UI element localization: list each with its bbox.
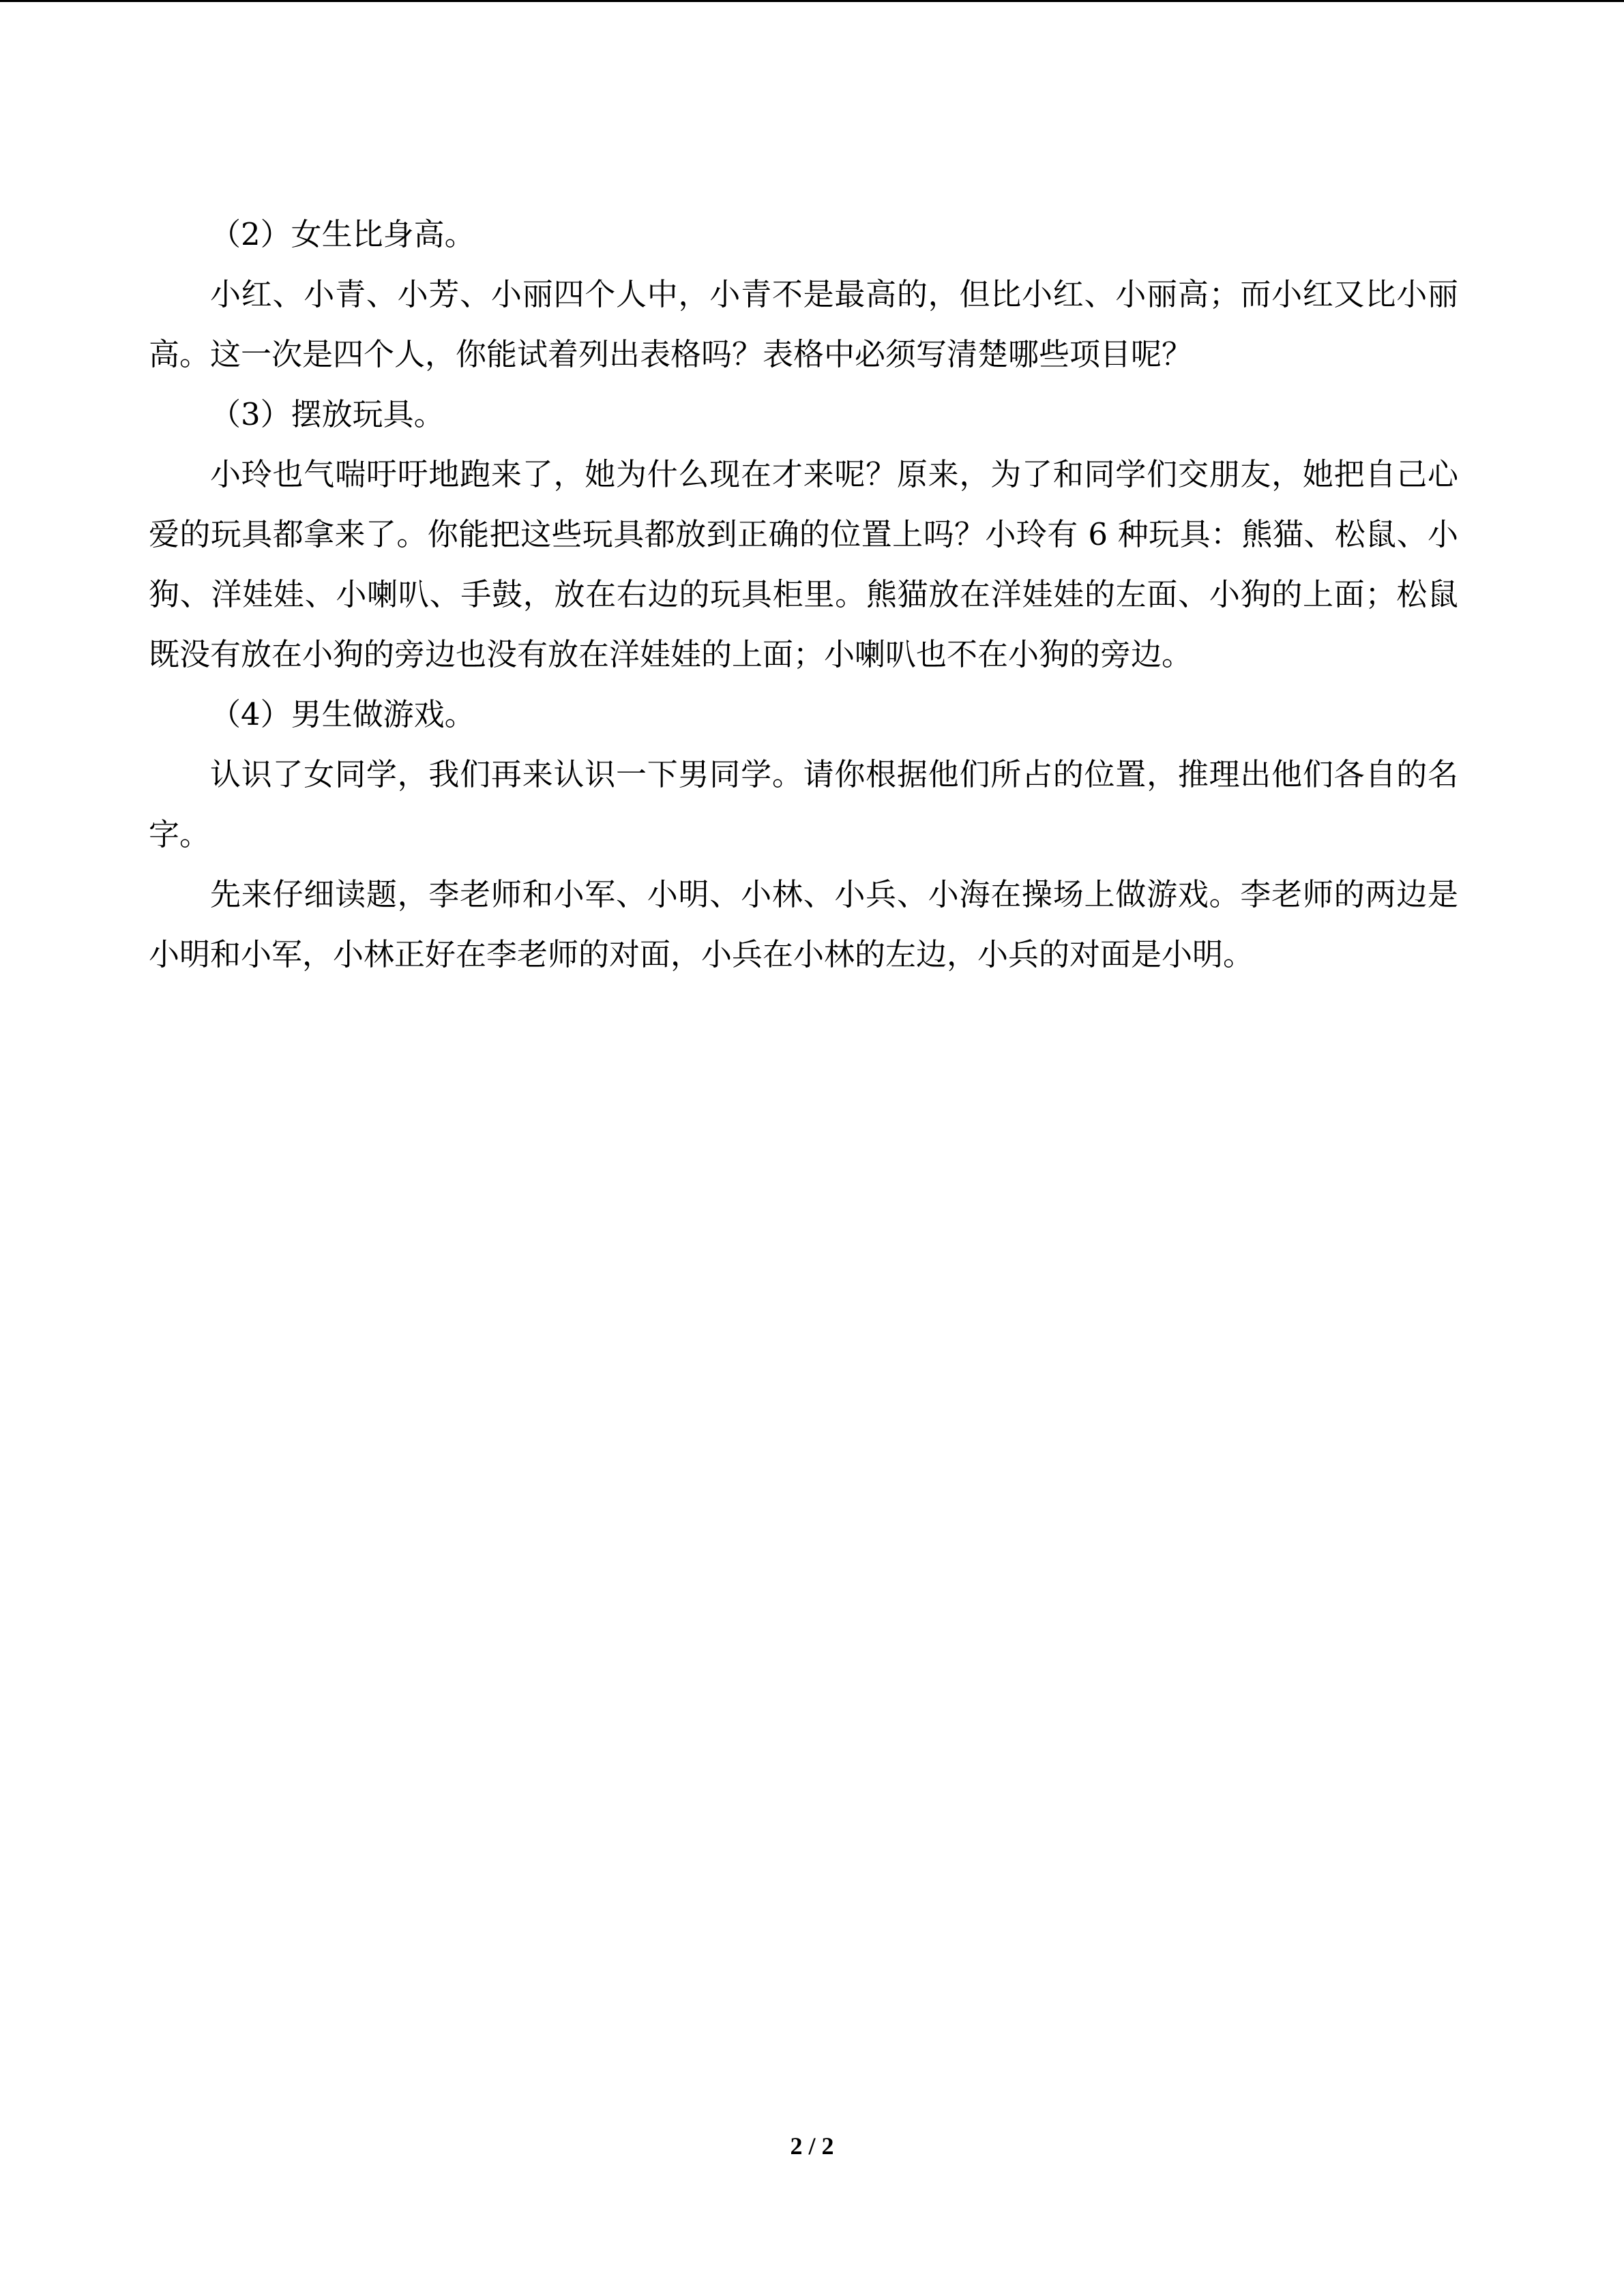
- paragraph-height-problem: 小红、小青、小芳、小丽四个人中，小青不是最高的，但比小红、小丽高；而小红又比小丽高。这一次是四个人，你能试着列出表格吗？表格中必须写清楚哪些项目呢？: [149, 276, 1458, 372]
- section-heading-2: （2）女生比身高。: [210, 216, 475, 252]
- section-heading-4: （4）男生做游戏。: [210, 696, 475, 732]
- paragraph-game-problem: 先来仔细读题，李老师和小军、小明、小林、小兵、小海在操场上做游戏。李老师的两边是小明和小军，小林正好在李老师的对面，小兵在小林的左边，小兵的对面是小明。: [149, 876, 1458, 972]
- document-body: [149, 205, 1458, 985]
- section-heading-3: （3）摆放玩具。: [210, 396, 445, 432]
- top-border-line: [0, 0, 1624, 2]
- page-number: 2 / 2: [790, 2132, 834, 2160]
- paragraph-boys-intro: 认识了女同学，我们再来认识一下男同学。请你根据他们所占的位置，推理出他们各自的名字。: [149, 756, 1458, 852]
- paragraph-toys-problem: 小玲也气喘吁吁地跑来了，她为什么现在才来呢？原来，为了和同学们交朋友，她把自己心爱的玩具都拿来了。你能把这些玩具都放到正确的位置上吗？小玲有 6 种玩具：熊猫、松鼠、小狗、洋娃娃、小喇叭、手鼓，放在右边的玩具柜里。熊猫放在洋娃娃的左面、小狗的上面；松鼠既没有放在小狗的旁边也没有放在洋娃娃的上面；小喇叭也不在小狗的旁边。: [149, 456, 1458, 672]
